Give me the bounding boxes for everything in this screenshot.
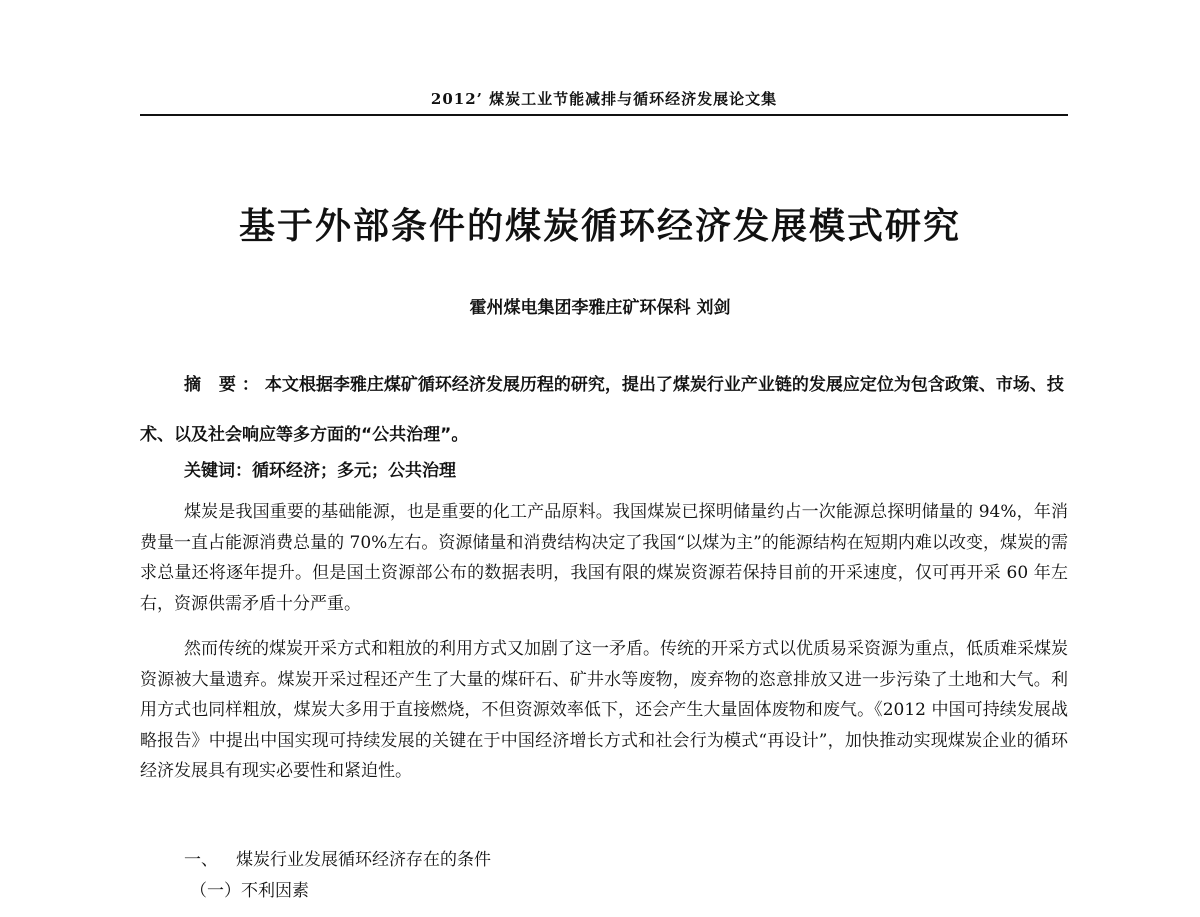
subsection-heading: （一）不利因素 <box>190 881 309 901</box>
author-affiliation: 霍州煤电集团李雅庄矿环保科 刘剑 <box>469 298 731 318</box>
keywords-label: 关键词： <box>184 461 252 481</box>
header-rule <box>140 114 1068 116</box>
body-paragraph-2: 然而传统的煤炭开采方式和粗放的利用方式又加剧了这一矛盾。传统的开采方式以优质易采资源为重点，低质难采煤炭资源被大量遗弃。煤炭开采过程还产生了大量的煤矸石、矿井水等废物，废弃物的恣意排放又进一步污染了土地和大气。利用方式也同样粗放，煤炭大多用于直接燃烧，不但资源效率低下，还会产生大量固体废物和废气。《2012 中国可持续发展战略报告》中提出中国实现可持续发展的关键在于中国经济增长方式和社会行为模式“再设计”，加快推动实现煤炭企业的循环经济发展具有现实必要性和紧迫性。 <box>140 639 1068 781</box>
section-heading <box>184 845 491 875</box>
abstract-text: 本文根据李雅庄煤矿循环经济发展历程的研究，提出了煤炭行业产业链的发展应定位为包含政策、市场、技术、以及社会响应等多方面的“公共治理”。 <box>140 375 1064 445</box>
body-paragraph-1: 煤炭是我国重要的基础能源，也是重要的化工产品原料。我国煤炭已探明储量约占一次能源总探明储量的 94%，年消费量一直占能源消费总量的 70%左右。资源储量和消费结构决定了我国“以煤为主”的能源结构在短期内难以改变，煤炭的需求总量还将逐年提升。但是国土资源部公布的数据表明，我国有限的煤炭资源若保持目前的开采速度，仅可再开采 60 年左右，资源供需矛盾十分严重。 <box>140 502 1068 614</box>
keywords <box>140 456 1068 486</box>
abstract-label: 摘 要： <box>184 375 265 395</box>
keywords-text: 循环经济；多元；公共治理 <box>252 461 456 481</box>
section-heading-number: 一、 <box>184 850 218 870</box>
running-header: 2012’ 煤炭工业节能减排与循环经济发展论文集 <box>430 90 778 108</box>
abstract <box>140 360 1068 460</box>
paper-title: 基于外部条件的煤炭循环经济发展模式研究 <box>238 206 961 247</box>
section-heading-text: 煤炭行业发展循环经济存在的条件 <box>236 850 491 870</box>
